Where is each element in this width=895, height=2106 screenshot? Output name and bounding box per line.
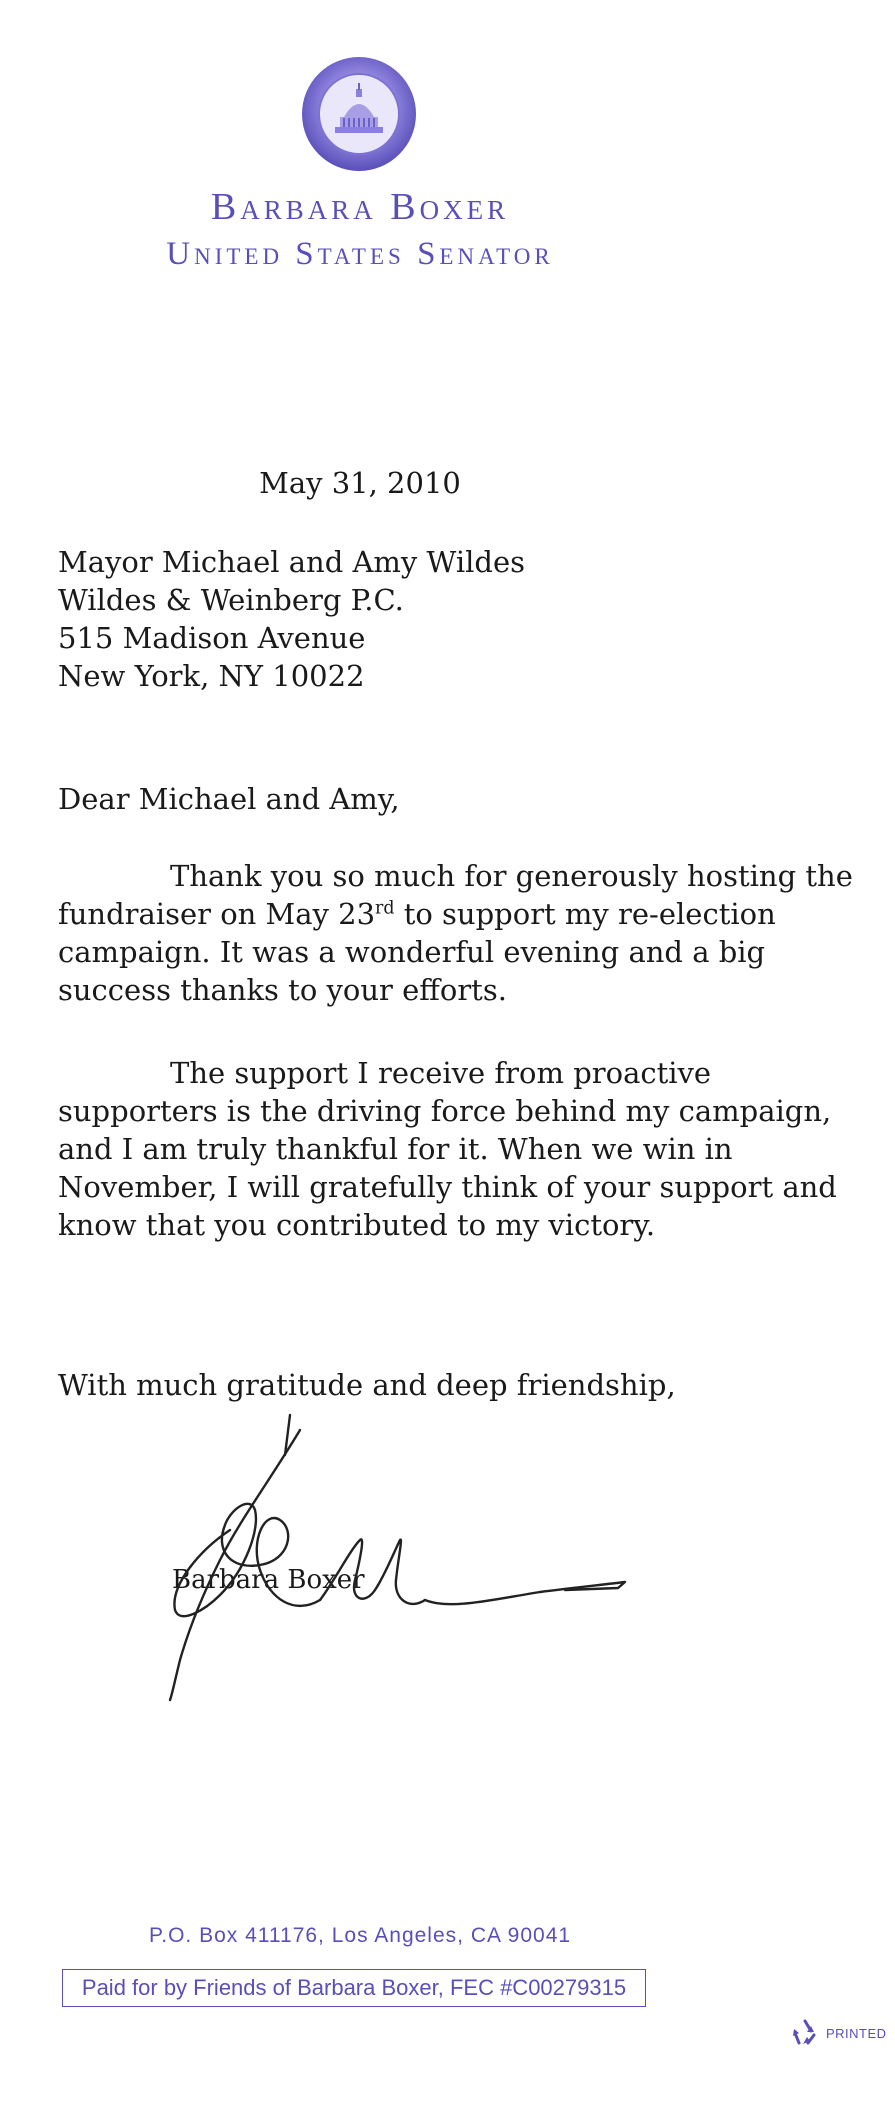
- letterhead-name: Barbara Boxer: [210, 186, 510, 228]
- recipient-line: New York, NY 10022: [58, 659, 365, 693]
- recipient-line: 515 Madison Avenue: [58, 621, 366, 655]
- letter-date: May 31, 2010: [259, 466, 461, 500]
- printed-label: PRINTED: [826, 2026, 887, 2041]
- signature-image: [120, 1410, 680, 1710]
- signer-name: Barbara Boxer: [172, 1565, 365, 1595]
- capitol-seal-icon: [300, 55, 418, 173]
- paid-for-disclaimer: Paid for by Friends of Barbara Boxer, FEC #C00279315: [62, 1969, 646, 2007]
- p2-text: The support I receive from proactive supporters is the driving force behind my campaign, and I am truly thankful for it. When we win in November, I will gratefully think of your support and know that you contributed to my victory.: [58, 1056, 837, 1242]
- footer-address: P.O. Box 411176, Los Angeles, CA 90041: [148, 1924, 572, 1947]
- recipient-address: [58, 543, 858, 695]
- letterhead-title: United States Senator: [166, 236, 554, 272]
- recycle-icon: [790, 2017, 820, 2047]
- recipient-line: Wildes & Weinberg P.C.: [58, 583, 404, 617]
- p1-text: Thank you so much for generously hosting the fundraiser on May 23: [58, 859, 853, 931]
- recipient-line: Mayor Michael and Amy Wildes: [58, 545, 525, 579]
- closing: With much gratitude and deep friendship,: [58, 1368, 676, 1402]
- p1-superscript: rd: [375, 898, 395, 919]
- salutation: Dear Michael and Amy,: [58, 782, 400, 816]
- body-paragraph-2: [58, 1054, 858, 1244]
- body-paragraph-1: [58, 857, 858, 1009]
- p1-text-rest: to support my re-election campaign. It was a wonderful evening and a big success thanks to your efforts.: [58, 897, 776, 1007]
